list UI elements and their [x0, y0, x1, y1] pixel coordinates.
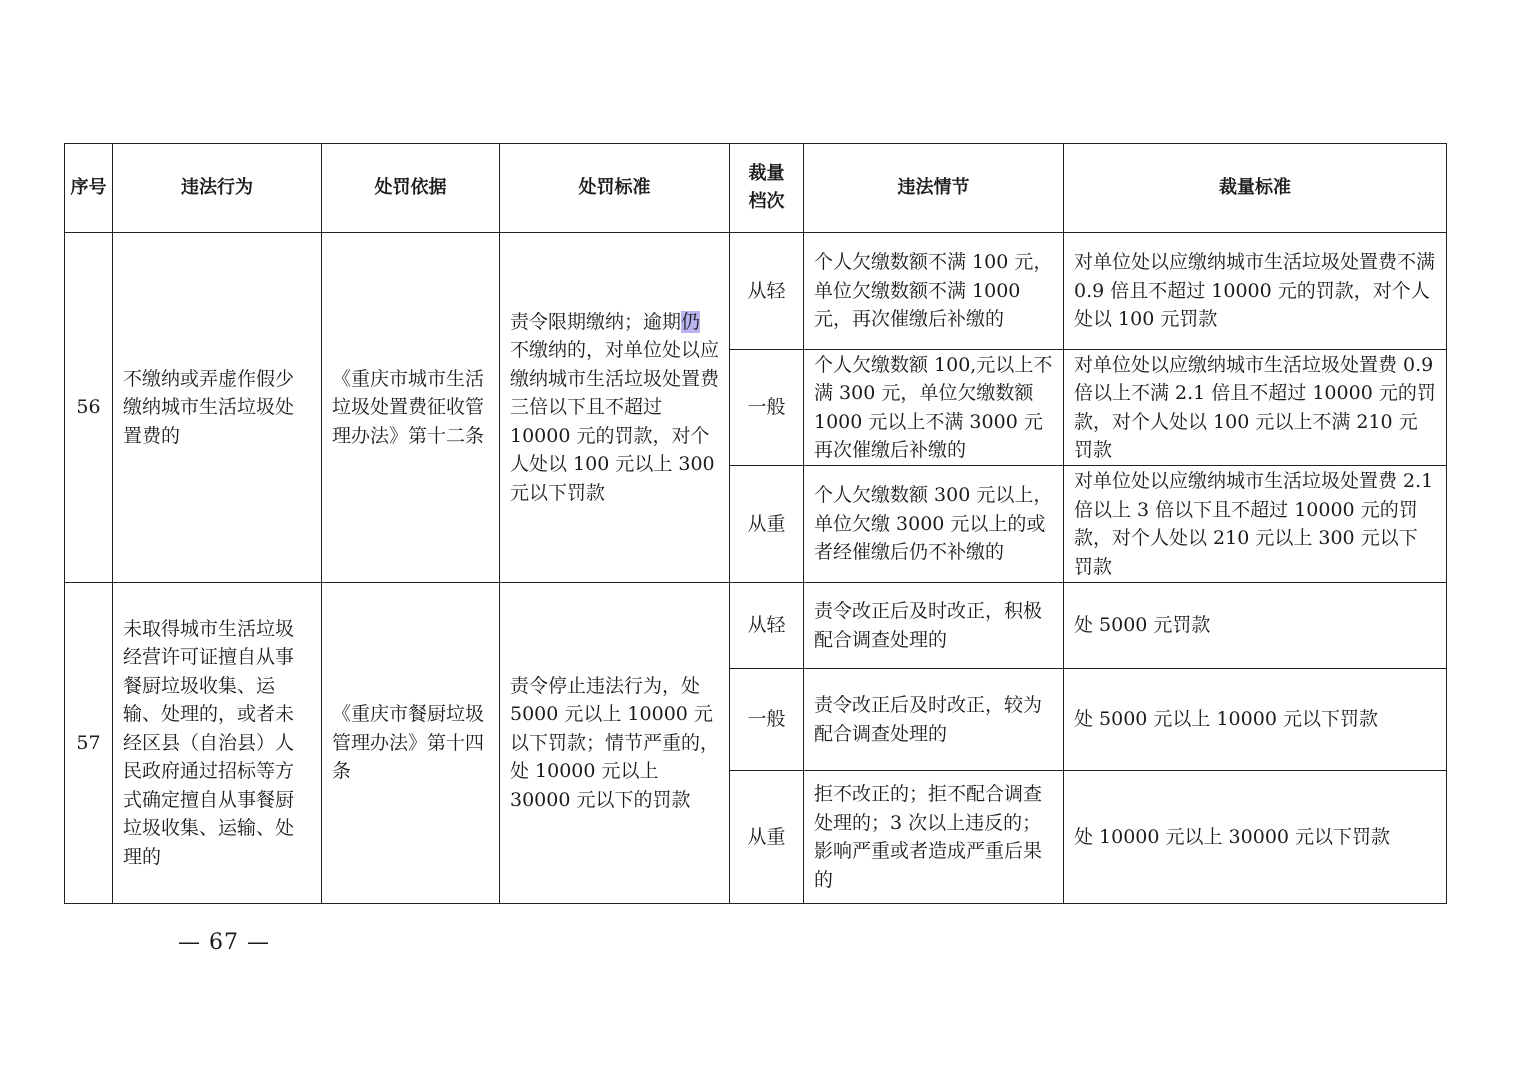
header-behavior: 违法行为	[113, 144, 322, 233]
row-level: 从重	[730, 771, 804, 904]
row-circumstance: 拒不改正的；拒不配合调查处理的；3 次以上违反的；影响严重或者造成严重后果的	[804, 771, 1064, 904]
row-discretion: 处 5000 元罚款	[1064, 583, 1447, 669]
row-seq: 56	[65, 233, 113, 583]
row-basis: 《重庆市餐厨垃圾管理办法》第十四条	[322, 583, 500, 904]
penalty-table	[64, 143, 1447, 904]
row-standard	[500, 233, 730, 583]
standard-text-after: 不缴纳的，对单位处以应缴纳城市生活垃圾处置费三倍以下且不超过 10000 元的罚款，对个人处以 100 元以上 300 元以下罚款	[510, 339, 720, 504]
header-standard: 处罚标准	[500, 144, 730, 233]
header-level: 裁量 档次	[730, 144, 804, 233]
row-basis: 《重庆市城市生活垃圾处置费征收管理办法》第十二条	[322, 233, 500, 583]
row-level: 一般	[730, 350, 804, 466]
row-discretion: 对单位处以应缴纳城市生活垃圾处置费不满 0.9 倍且不超过 10000 元的罚款，对个人处以 100 元罚款	[1064, 233, 1447, 350]
row-circumstance: 个人欠缴数额不满 100 元，单位欠缴数额不满 1000 元，再次催缴后补缴的	[804, 233, 1064, 350]
page-number: — 67 —	[178, 930, 270, 955]
row-standard: 责令停止违法行为，处 5000 元以上 10000 元以下罚款；情节严重的，处 10000 元以上 30000 元以下的罚款	[500, 583, 730, 904]
header-seq: 序号	[65, 144, 113, 233]
row-discretion: 对单位处以应缴纳城市生活垃圾处置费 2.1 倍以上 3 倍以下且不超过 10000 元的罚款，对个人处以 210 元以上 300 元以下罚款	[1064, 466, 1447, 583]
row-circumstance: 责令改正后及时改正，积极配合调查处理的	[804, 583, 1064, 669]
row-seq: 57	[65, 583, 113, 904]
row-level: 从轻	[730, 233, 804, 350]
table-row	[65, 583, 1447, 669]
row-level: 一般	[730, 669, 804, 771]
row-circumstance: 个人欠缴数额 100,元以上不满 300 元，单位欠缴数额 1000 元以上不满 3000 元再次催缴后补缴的	[804, 350, 1064, 466]
header-circumstance: 违法情节	[804, 144, 1064, 233]
row-circumstance: 个人欠缴数额 300 元以上，单位欠缴 3000 元以上的或者经催缴后仍不补缴的	[804, 466, 1064, 583]
table-row	[65, 233, 1447, 350]
header-basis: 处罚依据	[322, 144, 500, 233]
standard-text-before: 责令限期缴纳；逾期	[510, 310, 682, 333]
row-circumstance: 责令改正后及时改正，较为配合调查处理的	[804, 669, 1064, 771]
header-discretion: 裁量标准	[1064, 144, 1447, 233]
row-discretion: 对单位处以应缴纳城市生活垃圾处置费 0.9 倍以上不满 2.1 倍且不超过 10000 元的罚款，对个人处以 100 元以上不满 210 元罚款	[1064, 350, 1447, 466]
row-behavior: 未取得城市生活垃圾经营许可证擅自从事餐厨垃圾收集、运输、处理的，或者未经区县（自治县）人民政府通过招标等方式确定擅自从事餐厨垃圾收集、运输、处理的	[113, 583, 322, 904]
row-level: 从重	[730, 466, 804, 583]
row-discretion: 处 10000 元以上 30000 元以下罚款	[1064, 771, 1447, 904]
row-level: 从轻	[730, 583, 804, 669]
row-discretion: 处 5000 元以上 10000 元以下罚款	[1064, 669, 1447, 771]
row-behavior: 不缴纳或弄虚作假少缴纳城市生活垃圾处置费的	[113, 233, 322, 583]
highlighted-text: 仍	[681, 310, 701, 333]
header-row	[65, 144, 1447, 233]
